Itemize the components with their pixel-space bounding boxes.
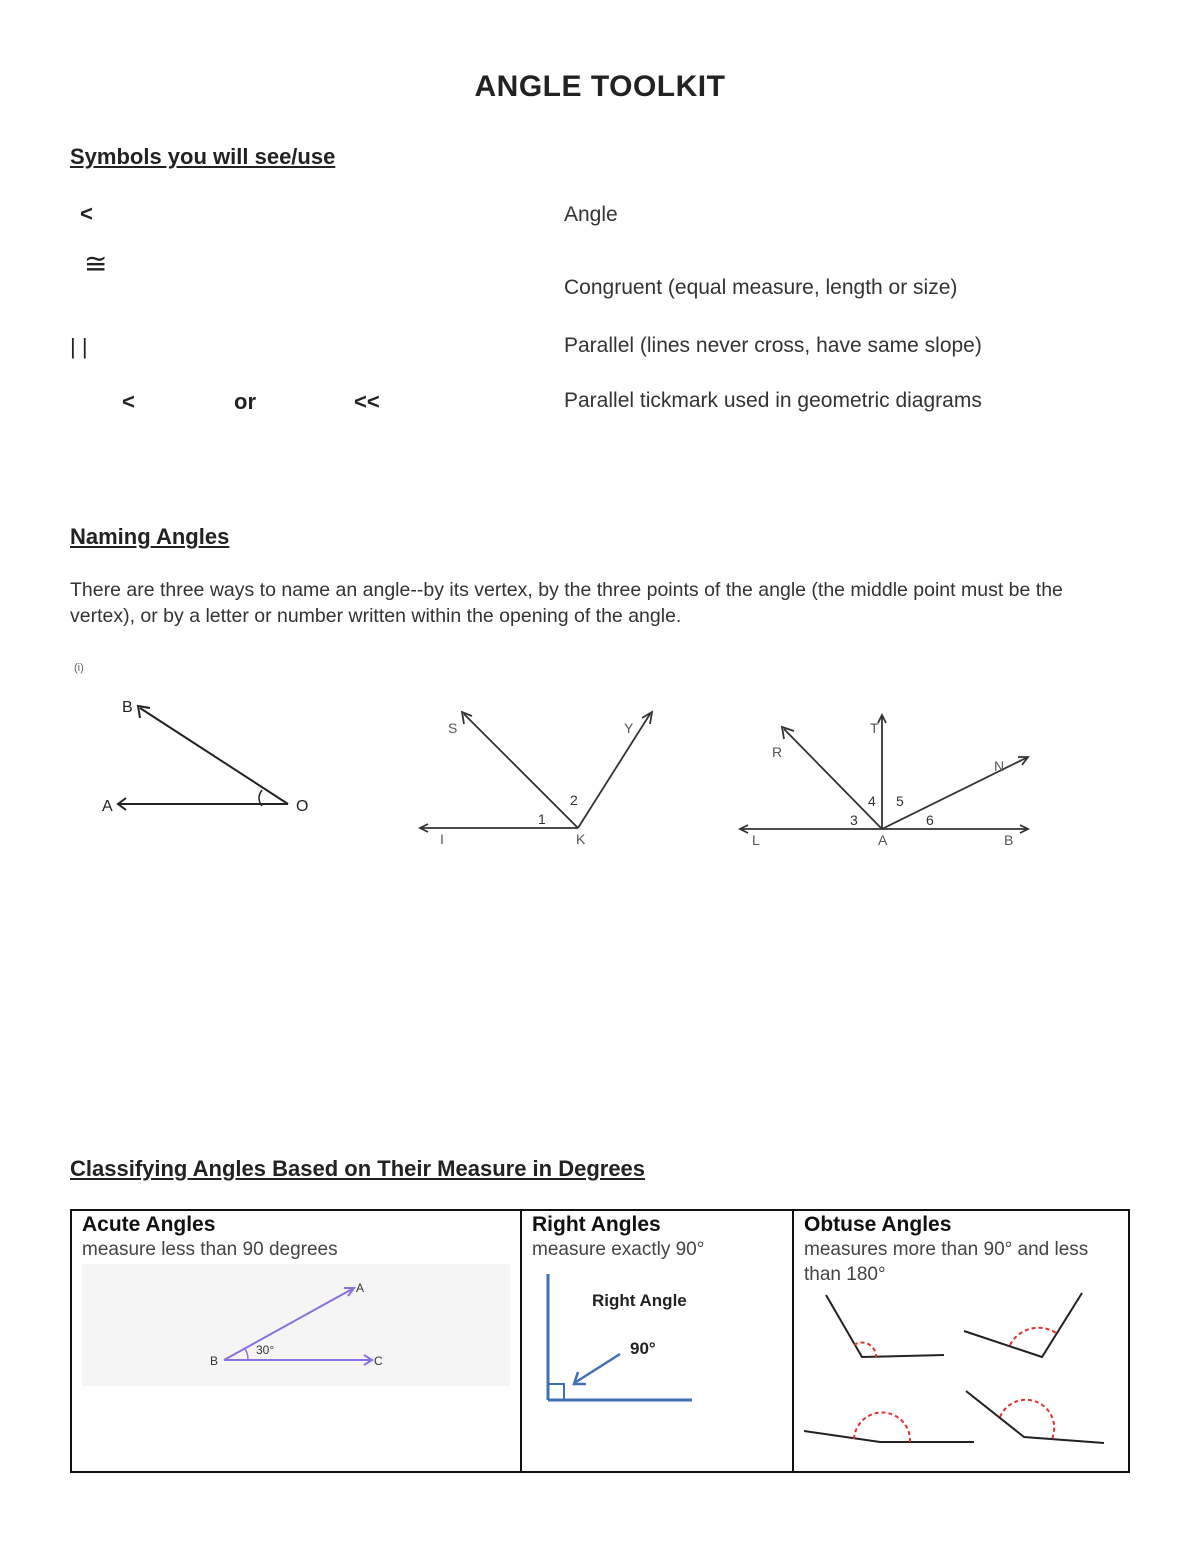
right-subtitle: measure exactly 90° [532,1239,705,1260]
acute-figure-bg [82,1264,510,1386]
parallel-description: Parallel (lines never cross, have same slope) [564,334,982,357]
diagram-angles-at-a [730,705,1040,855]
label-3: 3 [850,812,858,828]
acute-subtitle: measure less than 90 degrees [82,1239,338,1260]
label-b: B [1004,832,1014,848]
right-angle-caption: Right Angle [592,1291,687,1310]
right-cell [521,1210,793,1472]
right-angle-90: 90° [630,1339,656,1358]
label-s: S [448,720,458,736]
obtuse-figure-2 [964,1293,1082,1357]
label-y: Y [624,720,634,736]
obtuse-arc-4 [1000,1400,1054,1439]
obtuse-title: Obtuse Angles [804,1213,952,1236]
right-angle-figure [532,1266,782,1416]
label-l: L [752,832,760,848]
diagram-angles-at-k [410,700,670,850]
acute-title: Acute Angles [82,1213,216,1236]
naming-paragraph: There are three ways to name an angle--by its vertex, by the three points of the angle (the middle point must be the vertex), or by a letter or number written within the opening of the angle. [70,579,1063,627]
obtuse-angles-figure [804,1287,1118,1455]
right-angle-square [548,1384,564,1400]
acute-label-30: 30° [256,1343,275,1357]
label-t: T [870,720,879,736]
label-n: N [994,758,1005,774]
label-6: 6 [926,812,934,828]
congruent-symbol: ≅ [84,248,108,279]
label-2: 2 [570,792,578,808]
obtuse-figure-4 [966,1391,1104,1443]
obtuse-figure-3 [804,1431,974,1442]
label-b: B [122,699,133,716]
classifying-heading: Classifying Angles Based on Their Measure in Degrees [70,1156,646,1181]
tickmark-double-symbol: << [354,389,380,414]
obtuse-subtitle: measures more than 90° and less than 180° [804,1239,1089,1285]
angle-description: Angle [564,203,618,226]
page-title: ANGLE TOOLKIT [474,70,726,103]
parallel-symbol: | | [70,334,88,359]
label-o: O [296,798,309,815]
label-a: A [878,832,888,848]
obtuse-arc-2 [1010,1328,1056,1345]
label-5: 5 [896,793,904,809]
acute-label-c: C [374,1354,383,1368]
angle-symbol: < [80,201,93,226]
right-title: Right Angles [532,1213,661,1236]
congruent-description: Congruent (equal measure, length or size) [564,276,958,299]
acute-angle-figure [82,1264,510,1386]
symbols-heading: Symbols you will see/use [70,144,336,169]
label-r: R [772,744,783,760]
tickmark-single-symbol: < [122,389,135,414]
ray-ob [140,708,288,804]
label-i: I [440,831,444,847]
label-k: K [576,831,586,847]
label-a: A [102,798,113,815]
obtuse-cell [793,1210,1129,1472]
diagram-angle-boa [90,690,330,830]
naming-heading: Naming Angles [70,524,230,549]
tickmark-description: Parallel tickmark used in geometric diagrams [564,389,982,412]
label-4: 4 [868,793,876,809]
tickmark-or: or [234,389,256,414]
pointer-arrow [576,1354,620,1382]
acute-cell [71,1210,521,1472]
acute-label-b: B [210,1354,219,1368]
figure-tag: (i) [74,662,84,674]
label-1: 1 [538,811,546,827]
ray-ks [464,714,578,828]
classification-table [70,1209,1130,1473]
ray-ky [578,714,650,828]
obtuse-figure-1 [826,1295,944,1357]
ray-an [882,757,1028,829]
ray-ar [784,729,882,829]
arrowhead-b [138,706,150,718]
acute-label-a: A [356,1281,365,1295]
obtuse-arc-3 [854,1412,910,1442]
